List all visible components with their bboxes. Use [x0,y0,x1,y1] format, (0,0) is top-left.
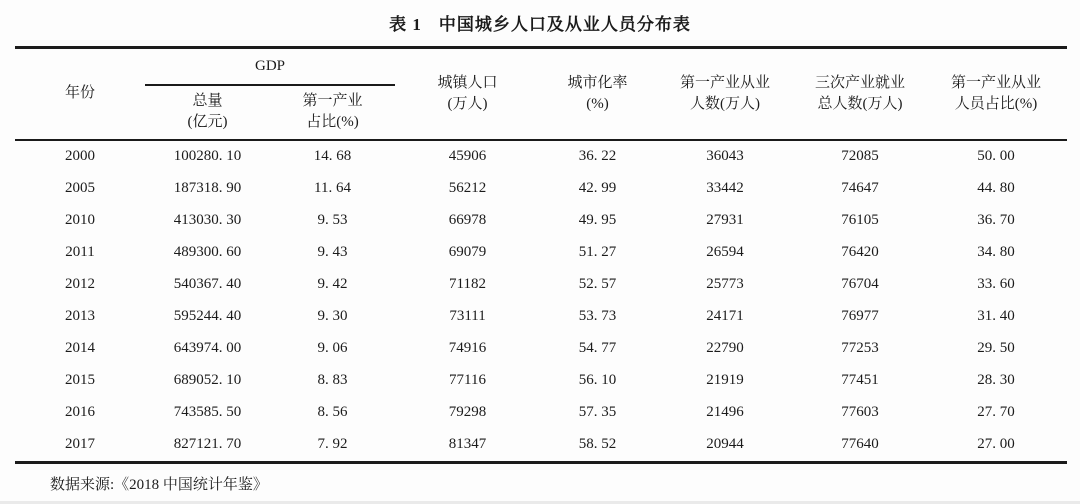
table-cell: 827121. 70 [173,436,242,452]
table-cell: 29. 50 [977,340,1015,356]
table-cell: 49. 95 [578,212,617,228]
col-header-year: 年份 [64,85,95,102]
table-cell: 21496 [706,404,744,420]
table-cell: 76977 [841,308,879,324]
table-cell: 76420 [841,244,879,260]
table-cell: 54. 77 [578,340,617,356]
table-cell: 2016 [65,404,95,420]
table-cell: 9. 53 [317,212,348,228]
table-cell: 2000 [15,140,145,173]
col-header-primary-employment-share: 第一产业从业 人员占比(%) [951,74,1042,112]
table-cell: 100280. 10 [145,140,270,173]
table-cell: 689052. 10 [173,372,242,388]
table-row [15,301,1067,333]
table-cell: 7. 92 [317,436,348,452]
table-cell: 77116 [449,372,486,388]
table-cell: 36. 70 [977,212,1015,228]
table-cell: 77451 [841,372,879,388]
table-cell: 81347 [448,436,487,452]
table-cell: 2017 [65,436,95,452]
table-cell: 540367. 40 [173,276,242,292]
table-cell: 22790 [706,340,744,356]
table-cell: 27. 70 [977,404,1015,420]
table-cell: 27. 00 [977,436,1015,452]
table-cell: 489300. 60 [173,244,242,260]
table-cell: 27931 [706,212,744,228]
table-cell: 74647 [841,180,879,196]
table-cell: 42. 99 [578,180,617,196]
table-cell: 25773 [706,276,744,292]
table-cell: 34. 80 [977,244,1015,260]
table-cell: 44. 80 [977,180,1015,196]
table-body [15,140,1067,463]
table-cell: 36043 [655,140,795,173]
col-header-primary-industry-workers: 第一产业从业 人数(万人) [680,74,771,112]
table-cell: 72085 [795,140,925,173]
table-cell: 56212 [448,180,487,196]
table-cell: 24171 [706,308,744,324]
table-row [15,333,1067,365]
table-cell: 50. 00 [925,140,1067,173]
table-header [15,48,1067,140]
table-row [15,365,1067,397]
table-cell: 643974. 00 [173,340,242,356]
table-cell: 2015 [65,372,95,388]
table-cell: 56. 10 [578,372,617,388]
table-cell: 21919 [706,372,744,388]
header-group-row [15,48,1067,85]
table-cell: 51. 27 [578,244,617,260]
col-header-gdp-total: 总量 (亿元) [187,93,228,130]
table-cell: 26594 [706,244,744,260]
table-cell: 45906 [395,140,540,173]
table-cell: 8. 56 [317,404,348,420]
table-cell: 69079 [448,244,487,260]
table-caption [0,10,1080,35]
table-cell: 52. 57 [578,276,617,292]
table-cell: 77603 [841,404,879,420]
table-cell: 2005 [65,180,95,196]
table-cell: 14. 68 [270,140,395,173]
table-cell: 2013 [65,308,95,324]
table-row [15,205,1067,237]
table-cell: 20944 [706,436,744,452]
table-cell: 9. 43 [317,244,348,260]
table-cell: 33. 60 [977,276,1015,292]
table-cell: 76704 [841,276,879,292]
table-row [15,237,1067,269]
table-cell: 58. 52 [578,436,617,452]
col-header-urban-population: 城镇人口 (万人) [437,74,498,112]
table-cell: 9. 42 [317,276,348,292]
table-cell: 79298 [448,404,487,420]
table-cell: 77253 [841,340,879,356]
table-cell: 53. 73 [578,308,617,324]
table-cell: 9. 30 [317,308,348,324]
source-note: 数据来源:《2018 中国统计年鉴》 [50,477,268,493]
table-row [15,397,1067,429]
table-caption-label: 表 1 [389,15,422,34]
col-header-gdp-primary-share: 第一产业 占比(%) [302,93,363,130]
table-row [15,429,1067,463]
table-cell: 36. 22 [540,140,655,173]
table-cell: 28. 30 [977,372,1015,388]
col-header-urbanization-rate: 城市化率 (%) [567,74,628,112]
table-caption-text: 中国城乡人口及从业人员分布表 [438,15,691,34]
table-row [15,140,1067,173]
col-header-total-employment: 三次产业就业 总人数(万人) [815,74,906,112]
table-cell: 31. 40 [977,308,1015,324]
table-cell: 595244. 40 [173,308,242,324]
table-cell: 74916 [448,340,487,356]
table-cell: 76105 [841,212,879,228]
table-cell: 66978 [448,212,487,228]
table-cell: 71182 [449,276,486,292]
table-cell: 8. 83 [317,372,348,388]
table-row [15,173,1067,205]
table-cell: 2012 [65,276,95,292]
table-cell: 187318. 90 [173,180,242,196]
table-row [15,269,1067,301]
table-cell: 73111 [449,308,486,324]
table-cell: 77640 [841,436,879,452]
table-cell: 9. 06 [317,340,348,356]
col-header-gdp-group: GDP [145,48,395,85]
table-cell: 11. 64 [314,180,351,196]
table-cell: 33442 [706,180,744,196]
table-cell: 2011 [65,244,95,260]
table-cell: 57. 35 [578,404,617,420]
table-cell: 743585. 50 [173,404,242,420]
table-cell: 2010 [65,212,95,228]
table-cell: 413030. 30 [173,212,242,228]
table-cell: 2014 [65,340,95,356]
data-table [15,46,1067,464]
